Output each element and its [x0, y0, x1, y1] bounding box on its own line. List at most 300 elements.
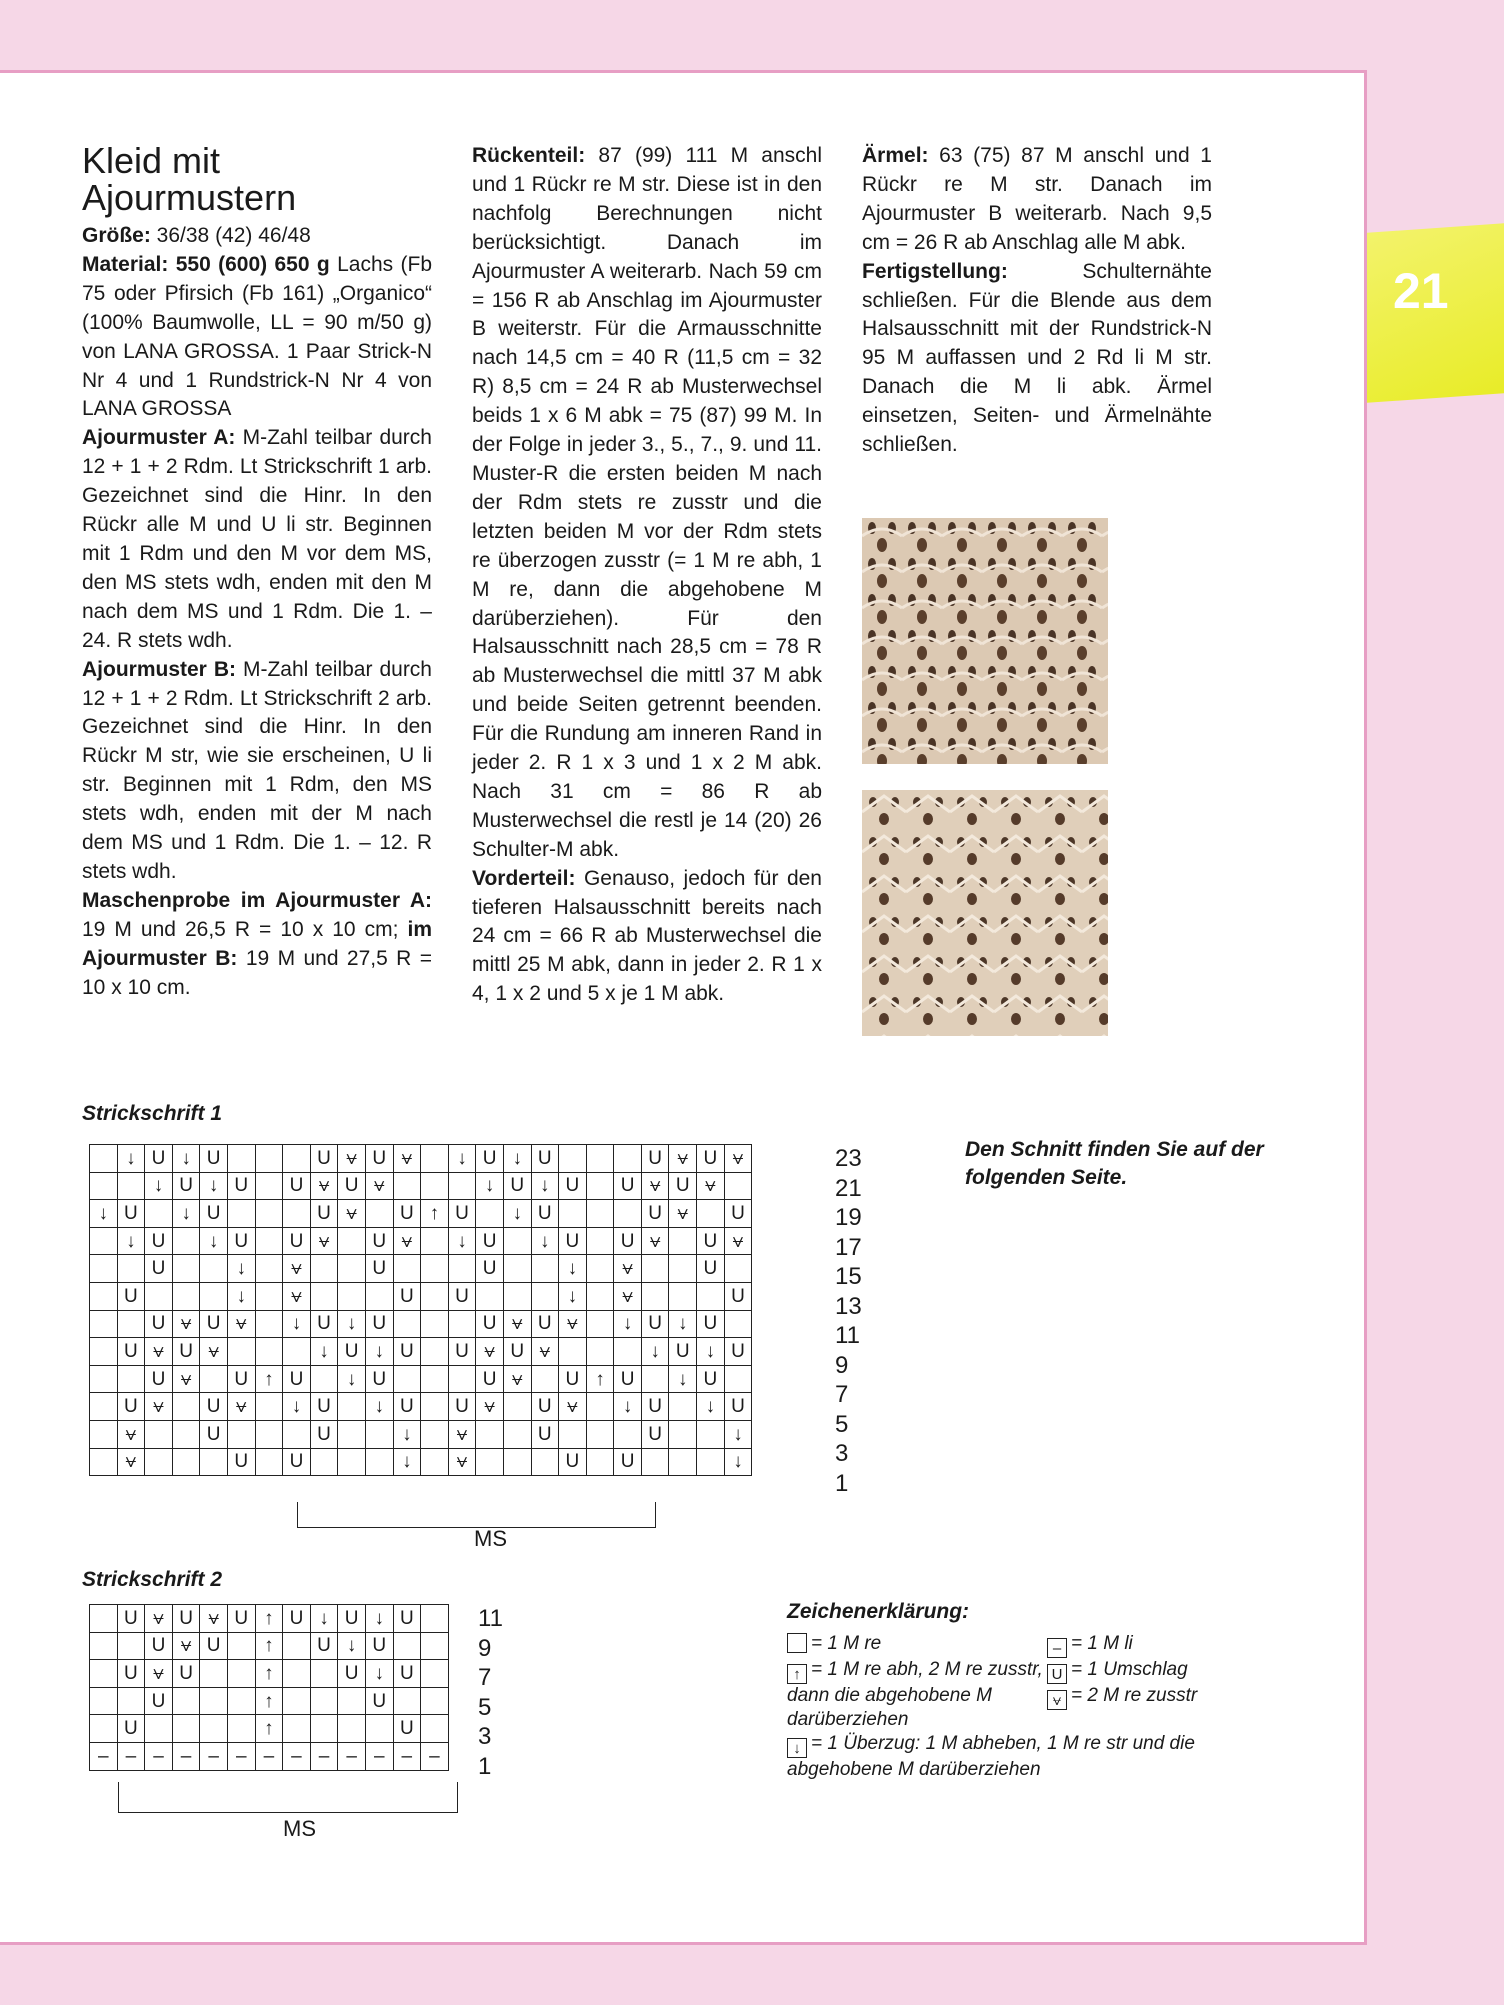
stitch-cell [503, 1420, 531, 1448]
stitch-cell: ↓ [338, 1632, 366, 1660]
stitch-cell [338, 1282, 366, 1310]
stitch-cell: U [476, 1365, 504, 1393]
stitch-cell: ↓ [200, 1227, 228, 1255]
chart-row [90, 1365, 752, 1393]
stitch-cell: – [200, 1742, 228, 1770]
stitch-cell [448, 1310, 476, 1338]
stitch-cell [90, 1310, 118, 1338]
stitch-cell [365, 1282, 393, 1310]
stitch-cell [669, 1420, 697, 1448]
stitch-cell [90, 1282, 118, 1310]
stitch-cell [421, 1660, 449, 1688]
stitch-cell [697, 1420, 725, 1448]
stitch-cell: – [310, 1742, 338, 1770]
stitch-cell [255, 1227, 283, 1255]
stitch-cell [669, 1393, 697, 1421]
stitch-cell [586, 1172, 614, 1200]
stitch-cell [421, 1420, 449, 1448]
stitch-cell [117, 1632, 145, 1660]
stitch-cell: U [669, 1338, 697, 1366]
stitch-cell: ↑ [255, 1715, 283, 1743]
stitch-cell: ↑ [255, 1365, 283, 1393]
stitch-cell: U [200, 1393, 228, 1421]
stitch-cell [421, 1715, 449, 1743]
stitch-cell [90, 1660, 118, 1688]
stitch-cell [421, 1172, 449, 1200]
stitch-cell: U [310, 1393, 338, 1421]
stitch-cell: – [90, 1742, 118, 1770]
paragraph: Größe: 36/38 (42) 46/48 [82, 224, 311, 247]
stitch-cell: ⩝ [145, 1605, 173, 1633]
stitch-cell: ⩝ [145, 1393, 173, 1421]
stitch-cell: ↓ [227, 1282, 255, 1310]
stitch-cell: ↓ [559, 1255, 587, 1283]
row-number: 3 [478, 1723, 492, 1750]
stitch-cell: U [172, 1172, 200, 1200]
stitch-cell: ↓ [697, 1338, 725, 1366]
stitch-cell [559, 1200, 587, 1228]
stitch-cell [310, 1282, 338, 1310]
stitch-cell [338, 1715, 366, 1743]
stitch-cell [393, 1687, 421, 1715]
stitch-cell [586, 1338, 614, 1366]
stitch-cell [227, 1687, 255, 1715]
chart-row [90, 1742, 449, 1770]
stitch-cell [503, 1227, 531, 1255]
stitch-cell [283, 1715, 311, 1743]
stitch-cell [421, 1393, 449, 1421]
stitch-cell: U [476, 1255, 504, 1283]
stitch-cell: ⩝ [227, 1393, 255, 1421]
stitch-cell [145, 1200, 173, 1228]
stitch-cell: U [338, 1660, 366, 1688]
stitch-cell: U [310, 1310, 338, 1338]
stitch-cell: U [448, 1393, 476, 1421]
stitch-cell [531, 1255, 559, 1283]
stitch-cell: U [310, 1632, 338, 1660]
stitch-cell: – [145, 1742, 173, 1770]
stitch-cell: ⩝ [697, 1172, 725, 1200]
stitch-cell: – [227, 1742, 255, 1770]
stitch-cell [531, 1365, 559, 1393]
stitch-cell: – [255, 1742, 283, 1770]
stitch-cell [476, 1200, 504, 1228]
knit-icon [787, 1633, 807, 1653]
stitch-cell: – [172, 1742, 200, 1770]
stitch-cell: U [117, 1605, 145, 1633]
stitch-cell [586, 1420, 614, 1448]
stitch-cell [338, 1448, 366, 1476]
stitch-cell: U [283, 1365, 311, 1393]
stitch-cell [172, 1687, 200, 1715]
stitch-cell: ↓ [365, 1605, 393, 1633]
stitch-cell [227, 1420, 255, 1448]
chart-row [90, 1605, 449, 1633]
paragraph: Ajourmuster B: M-Zahl teilbar durch 12 + 1 + 2 Rdm. Lt Strickschrift 2 arb. Gezeichnet sind die Hinr. In den Rückr M str, wie sie erscheinen, U li str. Beginnen mit 1 Rdm, den MS stets wdh, enden mit der M nach dem MS und 1 Rdm. Die 1. – 12. R stets wdh. [82, 657, 432, 883]
stitch-cell: ↓ [559, 1282, 587, 1310]
stitch-cell [614, 1420, 642, 1448]
stitch-cell: ⩝ [117, 1420, 145, 1448]
stitch-cell: U [669, 1172, 697, 1200]
stitch-cell: ⩝ [614, 1255, 642, 1283]
stitch-cell: U [724, 1338, 752, 1366]
stitch-cell: U [476, 1145, 504, 1173]
stitch-cell [697, 1282, 725, 1310]
stitch-cell [393, 1632, 421, 1660]
stitch-cell [283, 1660, 311, 1688]
stitch-cell [421, 1338, 449, 1366]
row-number: 13 [835, 1292, 862, 1320]
stitch-cell [145, 1448, 173, 1476]
stitch-cell [255, 1420, 283, 1448]
row-number: 5 [478, 1693, 492, 1721]
stitch-cell [90, 1172, 118, 1200]
stitch-cell [145, 1282, 173, 1310]
stitch-cell [724, 1172, 752, 1200]
stitch-cell: ⩝ [669, 1145, 697, 1173]
stitch-cell: ↓ [614, 1393, 642, 1421]
chart-row [90, 1282, 752, 1310]
stitch-cell [393, 1172, 421, 1200]
stitch-cell [338, 1255, 366, 1283]
stitch-cell: U [338, 1605, 366, 1633]
stitch-cell [90, 1365, 118, 1393]
stitch-cell [255, 1393, 283, 1421]
row-number: 23 [835, 1145, 862, 1172]
stitch-cell [531, 1282, 559, 1310]
paragraph: Material: 550 (600) 650 g Lachs (Fb 75 oder Pfirsich (Fb 161) „Organico“ (100% Baumwolle, LL = 90 m/50 g) von LANA GROSSA. 1 Paar Strick-N Nr 4 und 1 Rundstrick-N Nr 4 von LANA GROSSA [82, 252, 432, 421]
stitch-cell: ⩝ [172, 1310, 200, 1338]
stitch-cell: U [365, 1365, 393, 1393]
stitch-cell [641, 1448, 669, 1476]
stitch-cell [145, 1715, 173, 1743]
stitch-cell [641, 1282, 669, 1310]
stitch-cell [669, 1282, 697, 1310]
stitch-cell [117, 1172, 145, 1200]
stitch-cell: U [365, 1145, 393, 1173]
stitch-cell [283, 1200, 311, 1228]
stitch-cell [200, 1365, 228, 1393]
chart-row [90, 1310, 752, 1338]
stitch-cell: ⩝ [393, 1227, 421, 1255]
stitch-cell: ↑ [586, 1365, 614, 1393]
stitch-cell: ↓ [117, 1145, 145, 1173]
stitch-cell: ↓ [641, 1338, 669, 1366]
stitch-cell [255, 1145, 283, 1173]
stitch-cell: U [614, 1172, 642, 1200]
stitch-cell [200, 1687, 228, 1715]
stitch-cell: U [200, 1310, 228, 1338]
stitch-cell [255, 1448, 283, 1476]
stitch-cell [117, 1365, 145, 1393]
stitch-cell: U [200, 1200, 228, 1228]
stitch-cell: ↓ [503, 1145, 531, 1173]
stitch-cell: – [365, 1742, 393, 1770]
stitch-cell [338, 1227, 366, 1255]
stitch-cell: U [641, 1200, 669, 1228]
stitch-cell: U [531, 1200, 559, 1228]
stitch-cell: U [724, 1282, 752, 1310]
stitch-cell: U [559, 1227, 587, 1255]
stitch-cell: – [283, 1742, 311, 1770]
chart-row [90, 1172, 752, 1200]
legend-item: ↑ = 1 M re abh, 2 M re zusstr, dann die abgehobene M darüberziehen [787, 1659, 1043, 1730]
stitch-cell [90, 1393, 118, 1421]
stitch-cell: U [697, 1310, 725, 1338]
stitch-cell: ↑ [255, 1687, 283, 1715]
chart2-ms-bracket [118, 1782, 458, 1813]
stitch-cell: ⩝ [669, 1200, 697, 1228]
stitch-cell [255, 1310, 283, 1338]
stitch-cell [641, 1255, 669, 1283]
stitch-cell: ↓ [283, 1310, 311, 1338]
chart1-ms-bracket [297, 1502, 656, 1528]
stitch-cell [724, 1310, 752, 1338]
stitch-cell: U [227, 1448, 255, 1476]
stitch-cell [172, 1448, 200, 1476]
stitch-cell: ↓ [448, 1227, 476, 1255]
row-number: 9 [835, 1351, 849, 1379]
stitch-cell: ⩝ [448, 1420, 476, 1448]
stitch-cell [503, 1393, 531, 1421]
double-decrease-icon: ↑ [787, 1664, 807, 1684]
stitch-cell: U [200, 1420, 228, 1448]
stitch-cell: U [145, 1310, 173, 1338]
stitch-cell [393, 1255, 421, 1283]
stitch-cell [227, 1338, 255, 1366]
stitch-cell: U [145, 1632, 173, 1660]
stitch-cell [365, 1715, 393, 1743]
stitch-cell [586, 1200, 614, 1228]
row-number: 7 [835, 1381, 849, 1408]
stitch-cell: ↓ [338, 1365, 366, 1393]
stitch-cell: ⩝ [200, 1338, 228, 1366]
lace-photo-b [862, 790, 1108, 1036]
stitch-cell [90, 1632, 118, 1660]
stitch-cell [393, 1310, 421, 1338]
stitch-cell [227, 1200, 255, 1228]
stitch-cell [145, 1420, 173, 1448]
chart-row [90, 1227, 752, 1255]
stitch-cell: ↑ [255, 1660, 283, 1688]
stitch-cell: U [448, 1338, 476, 1366]
stitch-cell [669, 1255, 697, 1283]
chart-row [90, 1338, 752, 1366]
k2tog-icon: ⩝ [1047, 1690, 1067, 1710]
stitch-cell: U [117, 1660, 145, 1688]
stitch-cell [200, 1255, 228, 1283]
row-number: 11 [478, 1605, 503, 1632]
stitch-cell: U [448, 1282, 476, 1310]
stitch-cell: ↓ [614, 1310, 642, 1338]
row-number: 9 [478, 1634, 492, 1662]
row-number: 21 [835, 1174, 862, 1202]
stitch-cell: U [145, 1227, 173, 1255]
stitch-cell: ↓ [365, 1393, 393, 1421]
stitch-cell: U [614, 1365, 642, 1393]
stitch-cell [586, 1227, 614, 1255]
paragraph: Maschenprobe im Ajourmuster A: 19 M und 26,5 R = 10 x 10 cm; im Ajourmuster B: 19 M und 27,5 R = 10 x 10 cm. [82, 888, 432, 999]
stitch-cell: ⩝ [724, 1227, 752, 1255]
stitch-cell [90, 1605, 118, 1633]
stitch-cell [365, 1420, 393, 1448]
stitch-cell: U [697, 1255, 725, 1283]
legend-item: ↓ = 1 Überzug: 1 M abheben, 1 M re str und die abgehobene M darüberziehen [787, 1733, 1195, 1780]
stitch-cell [448, 1255, 476, 1283]
stitch-cell: – [393, 1742, 421, 1770]
stitch-cell [476, 1448, 504, 1476]
stitch-cell: U [117, 1393, 145, 1421]
stitch-cell: U [697, 1365, 725, 1393]
paragraph: Ärmel: 63 (75) 87 M anschl und 1 Rückr re M str. Danach im Ajourmuster B weiterarb. Nach 9,5 cm = 26 R ab Anschlag alle M abk. [862, 144, 1212, 254]
stitch-cell: U [365, 1227, 393, 1255]
stitch-cell: U [641, 1393, 669, 1421]
stitch-cell: ↓ [697, 1393, 725, 1421]
chart-row [90, 1715, 449, 1743]
chart2-row-numbers [478, 1604, 503, 1781]
pattern-note: Den Schnitt finden Sie auf der folgenden Seite. [965, 1138, 1264, 1189]
stitch-cell: ↓ [172, 1200, 200, 1228]
stitch-cell: – [421, 1742, 449, 1770]
stitch-cell: U [393, 1282, 421, 1310]
stitch-cell: ⩝ [117, 1448, 145, 1476]
skpo-icon: ↓ [787, 1738, 807, 1758]
stitch-cell: U [531, 1310, 559, 1338]
chart-row [90, 1393, 752, 1421]
stitch-cell [200, 1282, 228, 1310]
stitch-cell [90, 1420, 118, 1448]
stitch-cell [90, 1448, 118, 1476]
stitch-cell: – [117, 1742, 145, 1770]
stitch-cell [531, 1448, 559, 1476]
stitch-cell [255, 1338, 283, 1366]
stitch-cell: ⩝ [559, 1310, 587, 1338]
stitch-cell: U [365, 1255, 393, 1283]
stitch-cell: ⩝ [614, 1282, 642, 1310]
stitch-cell [200, 1448, 228, 1476]
stitch-cell: ⩝ [503, 1310, 531, 1338]
stitch-cell [448, 1365, 476, 1393]
chart2-ms-label: MS [283, 1816, 316, 1841]
stitch-cell [559, 1338, 587, 1366]
stitch-cell: U [200, 1632, 228, 1660]
stitch-cell: U [145, 1687, 173, 1715]
stitch-cell [669, 1448, 697, 1476]
stitch-cell [421, 1227, 449, 1255]
stitch-cell: U [724, 1200, 752, 1228]
stitch-cell [283, 1632, 311, 1660]
stitch-cell: U [200, 1145, 228, 1173]
stitch-cell: ⩝ [310, 1227, 338, 1255]
stitch-cell [117, 1255, 145, 1283]
stitch-cell [255, 1255, 283, 1283]
stitch-cell [476, 1282, 504, 1310]
stitch-cell: ↓ [283, 1393, 311, 1421]
stitch-cell: ⩝ [145, 1338, 173, 1366]
stitch-cell [227, 1715, 255, 1743]
stitch-cell: ⩝ [724, 1145, 752, 1173]
stitch-cell [310, 1365, 338, 1393]
stitch-cell: ⩝ [641, 1227, 669, 1255]
stitch-cell: ↑ [255, 1605, 283, 1633]
chart-row [90, 1420, 752, 1448]
stitch-cell: ⩝ [476, 1338, 504, 1366]
stitch-cell: U [172, 1338, 200, 1366]
stitch-cell [614, 1145, 642, 1173]
legend [787, 1600, 1247, 1782]
stitch-cell [503, 1255, 531, 1283]
chart-row [90, 1448, 752, 1476]
stitch-cell [586, 1255, 614, 1283]
stitch-cell: U [365, 1687, 393, 1715]
stitch-cell: ⩝ [227, 1310, 255, 1338]
legend-item: U = 1 Umschlag ⩝ = 2 M re zusstr [1047, 1658, 1197, 1732]
stitch-cell: ⩝ [531, 1338, 559, 1366]
stitch-cell [586, 1145, 614, 1173]
stitch-cell [421, 1255, 449, 1283]
stitch-cell: ⩝ [448, 1448, 476, 1476]
stitch-cell [90, 1338, 118, 1366]
stitch-cell [172, 1255, 200, 1283]
stitch-cell [559, 1145, 587, 1173]
column-3 [862, 142, 1212, 460]
chart2-grid [89, 1604, 449, 1771]
paragraph: Fertigstellung: Schulternähte schließen. Für die Blende aus dem Halsausschnitt mit der Rundstrick-N 95 M auffassen und 2 Rd li M str. Danach die M li abk. Ärmel einsetzen, Seiten- und Ärmelnähte schließen. [862, 259, 1212, 457]
stitch-cell [90, 1687, 118, 1715]
stitch-cell [724, 1365, 752, 1393]
chart-row [90, 1255, 752, 1283]
stitch-cell: U [641, 1420, 669, 1448]
stitch-cell: U [310, 1145, 338, 1173]
chart-row [90, 1145, 752, 1173]
stitch-cell [697, 1200, 725, 1228]
stitch-cell: U [227, 1172, 255, 1200]
stitch-cell [614, 1200, 642, 1228]
chart1-grid [89, 1144, 752, 1476]
stitch-cell: U [283, 1172, 311, 1200]
stitch-cell [117, 1687, 145, 1715]
stitch-cell: ↓ [365, 1660, 393, 1688]
stitch-cell: U [614, 1227, 642, 1255]
page-number: 21 [1393, 263, 1449, 319]
stitch-cell [559, 1420, 587, 1448]
stitch-cell [283, 1687, 311, 1715]
stitch-cell: U [531, 1420, 559, 1448]
stitch-cell [421, 1632, 449, 1660]
column-1 [82, 142, 432, 1002]
stitch-cell: U [117, 1200, 145, 1228]
stitch-cell [586, 1393, 614, 1421]
stitch-cell: U [227, 1605, 255, 1633]
stitch-cell [421, 1448, 449, 1476]
stitch-cell: ⩝ [559, 1393, 587, 1421]
stitch-cell [255, 1200, 283, 1228]
stitch-cell: ↓ [172, 1145, 200, 1173]
row-number: 19 [835, 1204, 862, 1231]
stitch-cell: ↓ [531, 1172, 559, 1200]
stitch-cell [283, 1420, 311, 1448]
chart1-ms-label: MS [474, 1526, 507, 1551]
stitch-cell: ↑ [255, 1632, 283, 1660]
stitch-cell: ⩝ [338, 1200, 366, 1228]
stitch-cell [641, 1365, 669, 1393]
stitch-cell: ⩝ [310, 1172, 338, 1200]
stitch-cell: ↓ [145, 1172, 173, 1200]
stitch-cell: U [227, 1365, 255, 1393]
stitch-cell: ↓ [669, 1310, 697, 1338]
stitch-cell: U [283, 1448, 311, 1476]
stitch-cell: U [697, 1227, 725, 1255]
